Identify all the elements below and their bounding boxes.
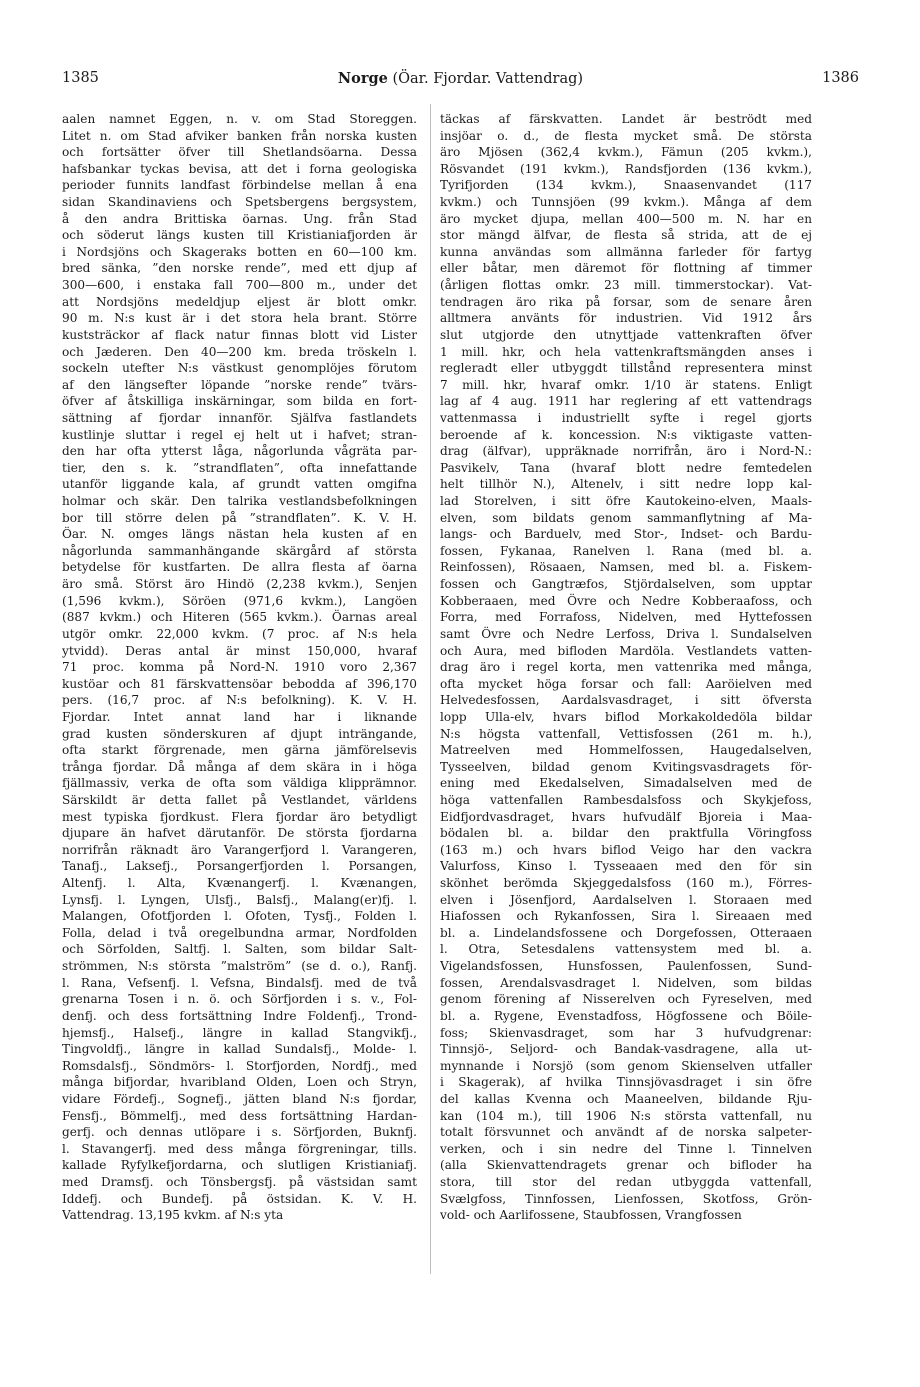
text-line: l. Rana, Vefsenfj. l. Vefsna, Bindalsfj. med de två	[62, 975, 417, 990]
text-line: slut utgjorde den utnyttjade vattenkraften öfver	[440, 327, 812, 342]
text-line: i Skagerak), af hvilka Tinnsjövasdraget i sin öfre	[440, 1075, 812, 1090]
text-line: fjällmassiv, verka de ofta som väldiga klipprämnor.	[62, 776, 417, 791]
text-line: Tingvoldfj., längre in kallad Sundalsfj., Molde- l.	[62, 1042, 417, 1057]
text-line: kustöar och 81 färskvattensöar bebodda af 396,170	[62, 676, 417, 691]
text-line: Tanafj., Laksefj., Porsangerfjorden l. Porsangen,	[62, 859, 417, 874]
text-line: Altenfj. l. Alta, Kvænangerfj. l. Kvænangen,	[62, 876, 417, 891]
text-line: (årligen flottas omkr. 23 mill. timmerstockar). Vat-	[440, 278, 812, 293]
text-line: 71 proc. komma på Nord-N. 1910 voro 2,367	[62, 660, 417, 675]
text-line: att Nordsjöns medeldjup eljest är blott omkr.	[62, 294, 417, 309]
text-line: lag af 4 aug. 1911 har reglering af ett vattendrags	[440, 394, 812, 409]
text-line: strömmen, N:s största ”malström” (se d. o.), Ranfj.	[62, 959, 417, 974]
text-line: vidare Fördefj., Sognefj., jätten bland N:s fjordar,	[62, 1091, 417, 1106]
text-line: grenarna Tosen i n. ö. och Sörfjorden i s. v., Fol-	[62, 992, 417, 1007]
text-line: 7 mill. hkr, hvaraf omkr. 1/10 är statens. Enligt	[440, 377, 812, 392]
text-line: beroende af k. koncession. N:s viktigaste vatten-	[440, 427, 812, 442]
text-line: trånga fjordar. Då många af dem skära in i höga	[62, 759, 417, 774]
text-line: insjöar o. d., de flesta mycket små. De största	[440, 128, 812, 143]
text-line: elven, som bildats genom sammanflytning af Ma-	[440, 510, 812, 525]
text-line: äro små. Störst äro Hindö (2,238 kvkm.), Senjen	[62, 577, 417, 592]
running-title-main: Norge	[337, 70, 388, 87]
text-line: fossen, Fykanaa, Ranelven l. Rana (med bl. a.	[440, 543, 812, 558]
text-line: öfver af åtskilliga inskärningar, som bilda en fort-	[62, 394, 417, 409]
text-line: mynnande i Norsjö (som genom Skienselven utfaller	[440, 1058, 812, 1073]
text-line: många bifjordar, hvaribland Olden, Loen och Stryn,	[62, 1075, 417, 1090]
text-line: Malangen, Ofotfjorden l. Ofoten, Tysfj., Folden l.	[62, 909, 417, 924]
text-line: genom förening af Nisserelven och Fyreselven, med	[440, 992, 812, 1007]
text-line: djupare än hafvet därutanför. De största fjordarna	[62, 826, 417, 841]
text-line: Iddefj. och Bundefj. på östsidan. K. V. H.	[62, 1191, 417, 1206]
text-line: Lynsfj. l. Lyngen, Ulsfj., Balsfj., Malang(er)fj. l.	[62, 892, 417, 907]
text-line: och Aura, med bifloden Mardöla. Vestlandets vatten-	[440, 643, 812, 658]
text-line: kan (104 m.), till 1906 N:s största vattenfall, nu	[440, 1108, 812, 1123]
left-column	[62, 111, 417, 1224]
text-line: Pasvikelv, Tana (hvaraf blott nedre femtedelen	[440, 460, 812, 475]
text-line: skönhet berömda Skjeggedalsfoss (160 m.), Förres-	[440, 876, 812, 891]
text-line: Litet n. om Stad afviker banken från norska kusten	[62, 128, 417, 143]
text-line: ening med Ekedalselven, Simadalselven med de	[440, 776, 812, 791]
text-line: Kobberaaen, med Övre och Nedre Kobberaafoss, och	[440, 593, 812, 608]
text-line: ofta starkt förgrenade, men gärna jämförelsevis	[62, 743, 417, 758]
text-line: (887 kvkm.) och Hiteren (565 kvkm.). Öarnas areal	[62, 610, 417, 625]
text-line: 1 mill. hkr, och hela vattenkraftsmängden anses i	[440, 344, 812, 359]
text-line: sockeln utefter N:s västkust genomplöjes förutom	[62, 361, 417, 376]
running-title	[62, 70, 859, 87]
text-line: utgör omkr. 22,000 kvkm. (7 proc. af N:s hela	[62, 626, 417, 641]
text-line: Öar. N. omges längs nästan hela kusten af en	[62, 527, 417, 542]
text-line: (163 m.) och hvars biflod Veigo har den vackra	[440, 842, 812, 857]
text-line: kallade Ryfylkefjordarna, och slutligen Kristianiafj.	[62, 1158, 417, 1173]
text-line: Helvedesfossen, Aardalsvasdraget, i sitt öfversta	[440, 693, 812, 708]
text-line: 90 m. N:s kust är i det stora hela brant. Större	[62, 311, 417, 326]
text-line: kustlinje sluttar i regel ej helt ut i hafvet; stran-	[62, 427, 417, 442]
text-line: Hiafossen och Rykanfossen, Sira l. Sireaaen med	[440, 909, 812, 924]
text-line: lad Storelven, i sitt öfre Kautokeino-elven, Maals-	[440, 494, 812, 509]
text-line: Svælgfoss, Tinnfossen, Lienfossen, Skotfoss, Grön-	[440, 1191, 812, 1206]
text-line: (alla Skienvattendragets grenar och bifloder ha	[440, 1158, 812, 1173]
text-line: foss; Skienvasdraget, som har 3 hufvudgrenar:	[440, 1025, 812, 1040]
text-line: stora, till stor del redan utbyggda vattenfall,	[440, 1175, 812, 1189]
text-line: betydelse för kustfarten. De allra flesta af öarna	[62, 560, 417, 575]
text-line: täckas af färskvatten. Landet är beströdt med	[440, 112, 812, 126]
text-line: (1,596 kvkm.), Söröen (971,6 kvkm.), Langöen	[62, 593, 417, 608]
text-line: tier, den s. k. ”strandflaten”, ofta innefattande	[62, 460, 417, 475]
text-line: höga vattenfallen Rambesdalsfoss och Skykjefoss,	[440, 792, 812, 807]
text-line: och fortsätter öfver till Shetlandsöarna. Dessa	[62, 145, 417, 160]
text-line: 300—600, i enstaka fall 700—800 m., under det	[62, 278, 417, 293]
text-line: Tinnsjö-, Seljord- och Bandak-vasdragene, alla ut-	[440, 1042, 812, 1057]
text-line: i Nordsjöns och Skageraks botten en 60—100 km.	[62, 244, 417, 259]
text-line: bödalen bl. a. bildar den praktfulla Vöringfoss	[440, 826, 812, 841]
text-line: Fjordar. Intet annat land har i liknande	[62, 709, 417, 724]
text-line: Särskildt är detta fallet på Vestlandet, världens	[62, 792, 417, 807]
text-line: stor mängd älfvar, de flesta så strida, att de ej	[440, 228, 812, 243]
text-line: Tyrifjorden (134 kvkm.), Snaasenvandet (117	[440, 178, 812, 193]
text-line: kunna användas som allmänna farleder för fartyg	[440, 244, 812, 259]
text-line: och Jæderen. Den 40—200 km. breda tröskeln l.	[62, 344, 417, 359]
text-line: grad kusten sönderskuren af djupt inträngande,	[62, 726, 417, 741]
text-line: bl. a. Rygene, Evenstadfoss, Högfossene och Böile-	[440, 1008, 812, 1023]
text-line: fossen och Gangtræfos, Stjördalselven, som upptar	[440, 577, 812, 592]
text-line: af den längsefter löpande ”norske rende” tvärs-	[62, 377, 417, 392]
text-line: hjemsfj., Halsefj., längre in kallad Stangvikfj.,	[62, 1025, 417, 1040]
text-line: och Sörfolden, Saltfj. l. Salten, som bildar Salt-	[62, 942, 417, 957]
text-line: bl. a. Lindelandsfossene och Dorgefossen, Otteraaen	[440, 925, 812, 940]
text-line: aalen namnet Eggen, n. v. om Stad Storeggen.	[62, 112, 417, 126]
text-line: del kallas Kvenna och Maaneelven, bildande Rju-	[440, 1091, 812, 1106]
text-line: elven i Jösenfjord, Aardalselven l. Storaaen med	[440, 892, 812, 907]
text-line: pers. (16,7 proc. af N:s befolkning). K. V. H.	[62, 693, 417, 708]
text-line: äro mycket djupa, mellan 400—500 m. N. har en	[440, 211, 812, 226]
text-line: Fensfj., Bömmelfj., med dess fortsättning Hardan-	[62, 1108, 417, 1123]
text-line: verken, och i sin nedre del Tinne l. Tinnelven	[440, 1141, 812, 1156]
text-line: Valurfoss, Kinso l. Tysseaaen med den för sin	[440, 859, 812, 874]
column-divider	[430, 104, 431, 1274]
right-column	[440, 111, 812, 1224]
text-line: sättning af fjordar innanför. Själfva fastlandets	[62, 410, 417, 425]
text-line: Romsdalsfj., Söndmörs- l. Storfjorden, Nordfj., med	[62, 1058, 417, 1073]
text-line: drag (älfvar), uppräknade norrifrån, äro i Nord-N.:	[440, 444, 812, 459]
text-line: helt tillhör N.), Altenelv, i sitt nedre lopp kal-	[440, 477, 812, 492]
text-line: och söderut längs kusten till Kristianiafjorden är	[62, 228, 417, 243]
text-line: fossen, Arendalsvasdraget l. Nidelven, som bildas	[440, 975, 812, 990]
text-line: den har ofta ytterst låga, någorlunda vågräta par-	[62, 444, 417, 459]
text-line: l. Otra, Setesdalens vattensystem med bl. a.	[440, 942, 812, 957]
text-line: Vigelandsfossen, Hunsfossen, Paulenfossen, Sund-	[440, 959, 812, 974]
text-line: N:s högsta vattenfall, Vettisfossen (261 m. h.),	[440, 726, 812, 741]
running-title-sub: (Öar. Fjordar. Vattendrag)	[392, 71, 584, 87]
text-line: regleradt eller utbyggdt tillstånd representera minst	[440, 361, 812, 376]
text-line: Matreelven med Hommelfossen, Haugedalselven,	[440, 743, 812, 758]
text-line: Rösvandet (191 kvkm.), Randsfjorden (136 kvkm.),	[440, 161, 812, 176]
text-line: Folla, delad i två oregelbundna armar, Nordfolden	[62, 925, 417, 940]
text-line: Vattendrag. 13,195 kvkm. af N:s yta	[62, 1208, 284, 1223]
text-line: äro Mjösen (362,4 kvkm.), Fämun (205 kvkm.),	[440, 145, 812, 160]
text-line: langs- och Barduelv, med Stor-, Indset- och Bardu-	[440, 527, 812, 542]
text-line: bor till större delen på ”strandflaten”. K. V. H.	[62, 510, 417, 525]
text-line: norrifrån räknadt äro Varangerfjord l. Varangeren,	[62, 842, 417, 857]
text-line: drag äro i regel korta, men vattenrika med många,	[440, 660, 812, 675]
text-line: hafsbankar tyckas bevisa, att det i forna geologiska	[62, 161, 417, 176]
page-number-left: 1385	[62, 70, 99, 86]
page-number-right: 1386	[822, 70, 859, 86]
text-line: utanför liggande kala, af grundt vatten omgifna	[62, 477, 417, 492]
text-line: totalt försvunnet och användt af de norska salpeter-	[440, 1125, 812, 1140]
text-line: Eidfjordvasdraget, hvars hufvudälf Bjoreia i Maa-	[440, 809, 812, 824]
text-line: ofta mycket höga forsar och fall: Aaröielven med	[440, 676, 812, 691]
text-line: gerfj. och dennas utlöpare i s. Sörfjorden, Buknfj.	[62, 1125, 417, 1140]
text-line: ytvidd). Deras antal är minst 150,000, hvaraf	[62, 643, 417, 658]
text-line: bred sänka, ”den norske rende”, med ett djup af	[62, 261, 417, 276]
text-line: tendragen äro rika på forsar, som de senare åren	[440, 294, 812, 309]
text-line: eller båtar, men däremot för flottning af timmer	[440, 261, 812, 276]
text-line: Reinfossen), Rösaaen, Namsen, med bl. a. Fiskem-	[440, 560, 812, 575]
text-line: vattenmassa i industriellt syfte i regel gjorts	[440, 410, 812, 425]
text-line: denfj. och dess fortsättning Indre Foldenfj., Trond-	[62, 1008, 417, 1023]
text-line: holmar och skär. Den talrika vestlandsbefolkningen	[62, 494, 417, 509]
text-line: alltmera använts för industrien. Vid 1912 års	[440, 311, 812, 326]
text-line: l. Stavangerfj. med dess många förgreningar, tills.	[62, 1141, 417, 1156]
text-line: kvkm.) och Tunnsjöen (99 kvkm.). Många af dem	[440, 195, 812, 210]
text-line: lopp Ulla-elv, hvars biflod Morkakoldedöla bildar	[440, 709, 812, 724]
text-line: Forra, med Forrafoss, Nidelven, med Hyttefossen	[440, 610, 812, 625]
text-line: någorlunda sammanhängande skärgård af största	[62, 543, 417, 558]
page-header	[62, 70, 859, 92]
text-line: perioder funnits landfast förbindelse mellan å ena	[62, 178, 417, 193]
text-line: kuststräckor af flack natur finnas blott vid Lister	[62, 327, 417, 342]
text-line: mest typiska fjordkust. Flera fjordar äro betydligt	[62, 809, 417, 824]
text-line: sidan Skandinaviens och Spetsbergens bergsystem,	[62, 195, 417, 210]
text-line: med Dramsfj. och Tönsbergsfj. på västsidan samt	[62, 1175, 417, 1189]
text-line: vold- och Aarlifossene, Staubfossen, Vrangfossen	[440, 1208, 742, 1223]
text-line: samt Övre och Nedre Lerfoss, Driva l. Sundalselven	[440, 626, 812, 641]
text-line: Tysseelven, bildad genom Kvitingsvasdragets för-	[440, 759, 812, 774]
text-line: å den andra Brittiska öarnas. Ung. från Stad	[62, 211, 417, 226]
